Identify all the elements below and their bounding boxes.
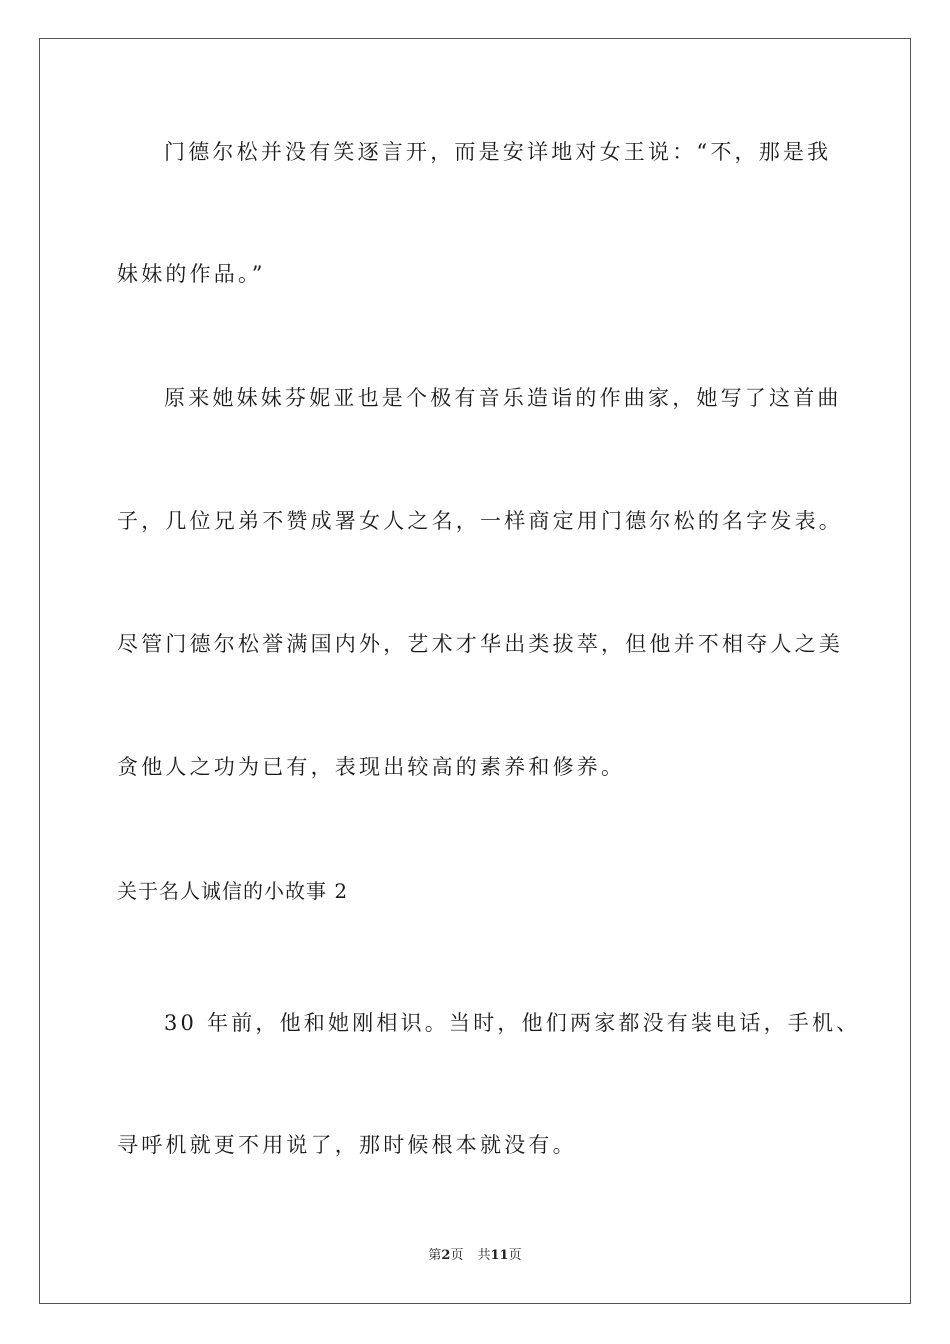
paragraph-line-8: 寻呼机就更不用说了，那时候根本就没有。	[117, 1133, 577, 1157]
page-suffix: 页	[450, 1248, 464, 1263]
paragraph-line-7: 30 年前，他和她刚相识。当时，他们两家都没有装电话，手机、	[164, 1011, 861, 1035]
paragraph-line-6: 贪他人之功为已有，表现出较高的素养和修养。	[117, 755, 626, 779]
page-border	[39, 38, 911, 1304]
total-pages: 11	[490, 1248, 509, 1263]
paragraph-line-1: 门德尔松并没有笑逐言开，而是安详地对女王说：“不，那是我	[164, 140, 832, 164]
total-prefix: 共	[477, 1248, 491, 1263]
paragraph-line-3: 原来她妹妹芬妮亚也是个极有音乐造诣的作曲家，她写了这首曲	[164, 386, 842, 410]
paragraph-line-4: 子，几位兄弟不赞成署女人之名，一样商定用门德尔松的名字发表。	[117, 509, 843, 533]
page-footer	[0, 1248, 950, 1264]
total-suffix: 页	[508, 1248, 522, 1263]
section-heading: 关于名人诚信的小故事 2	[117, 879, 349, 903]
paragraph-line-5: 尽管门德尔松誉满国内外，艺术才华出类拔萃，但他并不相夺人之美	[117, 632, 843, 656]
page-number: 2	[441, 1248, 451, 1263]
paragraph-line-2: 妹妹的作品。”	[117, 262, 266, 286]
page-prefix: 第	[428, 1248, 442, 1263]
